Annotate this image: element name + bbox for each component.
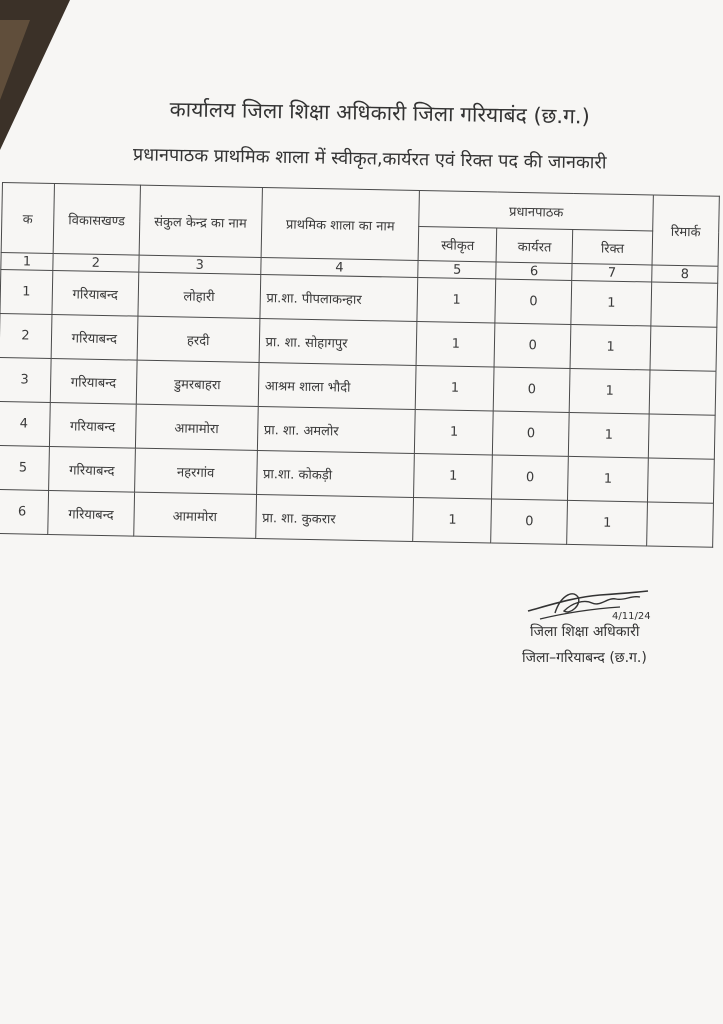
column-number: 5	[418, 261, 496, 279]
cell-working: 0	[492, 455, 569, 500]
cell-remarks	[648, 414, 715, 459]
column-number: 4	[260, 257, 418, 277]
cell-cluster: नहरगांव	[134, 448, 257, 494]
cell-cluster: डुमरबाहरा	[136, 360, 259, 406]
column-number: 2	[53, 253, 139, 272]
cell-serial: 6	[0, 489, 48, 534]
vacancy-table	[0, 182, 720, 548]
cell-block: गरियाबन्द	[52, 270, 139, 316]
cell-vacant: 1	[569, 412, 650, 458]
cell-block: गरियाबन्द	[51, 314, 138, 360]
header-sanctioned: स्वीकृत	[418, 227, 497, 262]
cell-remarks	[648, 458, 715, 503]
cell-remarks	[651, 282, 718, 327]
cell-school: प्रा.शा. पीपलाकन्हार	[260, 274, 419, 321]
header-block: विकासखण्ड	[53, 184, 140, 256]
cell-serial: 5	[0, 445, 49, 490]
cell-vacant: 1	[567, 500, 648, 546]
cell-sanctioned: 1	[415, 409, 494, 454]
cell-block: गरियाबन्द	[48, 446, 135, 492]
cell-working: 0	[491, 499, 568, 544]
cell-block: गरियाबन्द	[50, 358, 137, 404]
cell-remarks	[647, 502, 714, 547]
cell-school: प्रा. शा. सोहागपुर	[259, 318, 418, 365]
cell-serial: 2	[0, 313, 52, 358]
cell-block: गरियाबन्द	[48, 490, 135, 536]
cell-school: आश्रम शाला भौदी	[258, 362, 417, 409]
office-title: कार्यालय जिला शिक्षा अधिकारी जिला गरियाबंद (छ.ग.)	[169, 97, 590, 129]
header-serial: क	[1, 183, 54, 254]
column-number: 8	[652, 265, 718, 283]
cell-working: 0	[493, 411, 570, 456]
cell-cluster: आमामोरा	[134, 492, 257, 538]
cell-serial: 4	[0, 401, 50, 446]
cell-cluster: लोहारी	[138, 272, 261, 318]
cell-working: 0	[493, 367, 570, 412]
cell-sanctioned: 1	[414, 453, 493, 498]
cell-sanctioned: 1	[413, 497, 492, 542]
header-working: कार्यरत	[496, 228, 573, 263]
officer-place: जिला–गरियाबन्द (छ.ग.)	[522, 650, 647, 666]
cell-serial: 1	[0, 269, 53, 314]
cell-school: प्रा. शा. अमलोर	[257, 406, 416, 453]
cell-block: गरियाबन्द	[49, 402, 136, 448]
cell-sanctioned: 1	[416, 321, 495, 366]
cell-school: प्रा. शा. कुकरार	[255, 494, 414, 541]
signature-date: 4/11/24	[612, 611, 651, 622]
column-number: 6	[496, 262, 572, 280]
cell-sanctioned: 1	[416, 365, 495, 410]
cell-school: प्रा.शा. कोकड़ी	[256, 450, 415, 497]
header-cluster: संकुल केन्द्र का नाम	[139, 185, 262, 257]
header-remarks: रिमार्क	[652, 195, 719, 266]
cell-working: 0	[495, 279, 572, 324]
header-vacant: रिक्त	[572, 229, 652, 265]
header-headmaster: प्रधानपाठक	[419, 191, 653, 231]
cell-remarks	[649, 370, 716, 415]
cell-cluster: आमामोरा	[135, 404, 258, 450]
cell-working: 0	[494, 323, 571, 368]
cell-vacant: 1	[568, 456, 649, 502]
cell-vacant: 1	[571, 280, 652, 326]
cell-vacant: 1	[570, 324, 651, 370]
column-number: 3	[139, 255, 261, 274]
column-number: 7	[572, 263, 652, 282]
officer-designation: जिला शिक्षा अधिकारी	[530, 624, 640, 640]
cell-remarks	[650, 326, 717, 371]
cell-cluster: हरदी	[137, 316, 260, 362]
document-subtitle: प्रधानपाठक प्राथमिक शाला में स्वीकृत,कार्यरत एवं रिक्त पद की जानकारी	[132, 144, 607, 174]
header-school: प्राथमिक शाला का नाम	[261, 187, 420, 260]
column-number: 1	[1, 252, 53, 270]
vacancy-table-wrapper	[0, 182, 720, 548]
cell-serial: 3	[0, 357, 51, 402]
cell-vacant: 1	[569, 368, 650, 414]
cell-sanctioned: 1	[417, 278, 496, 323]
